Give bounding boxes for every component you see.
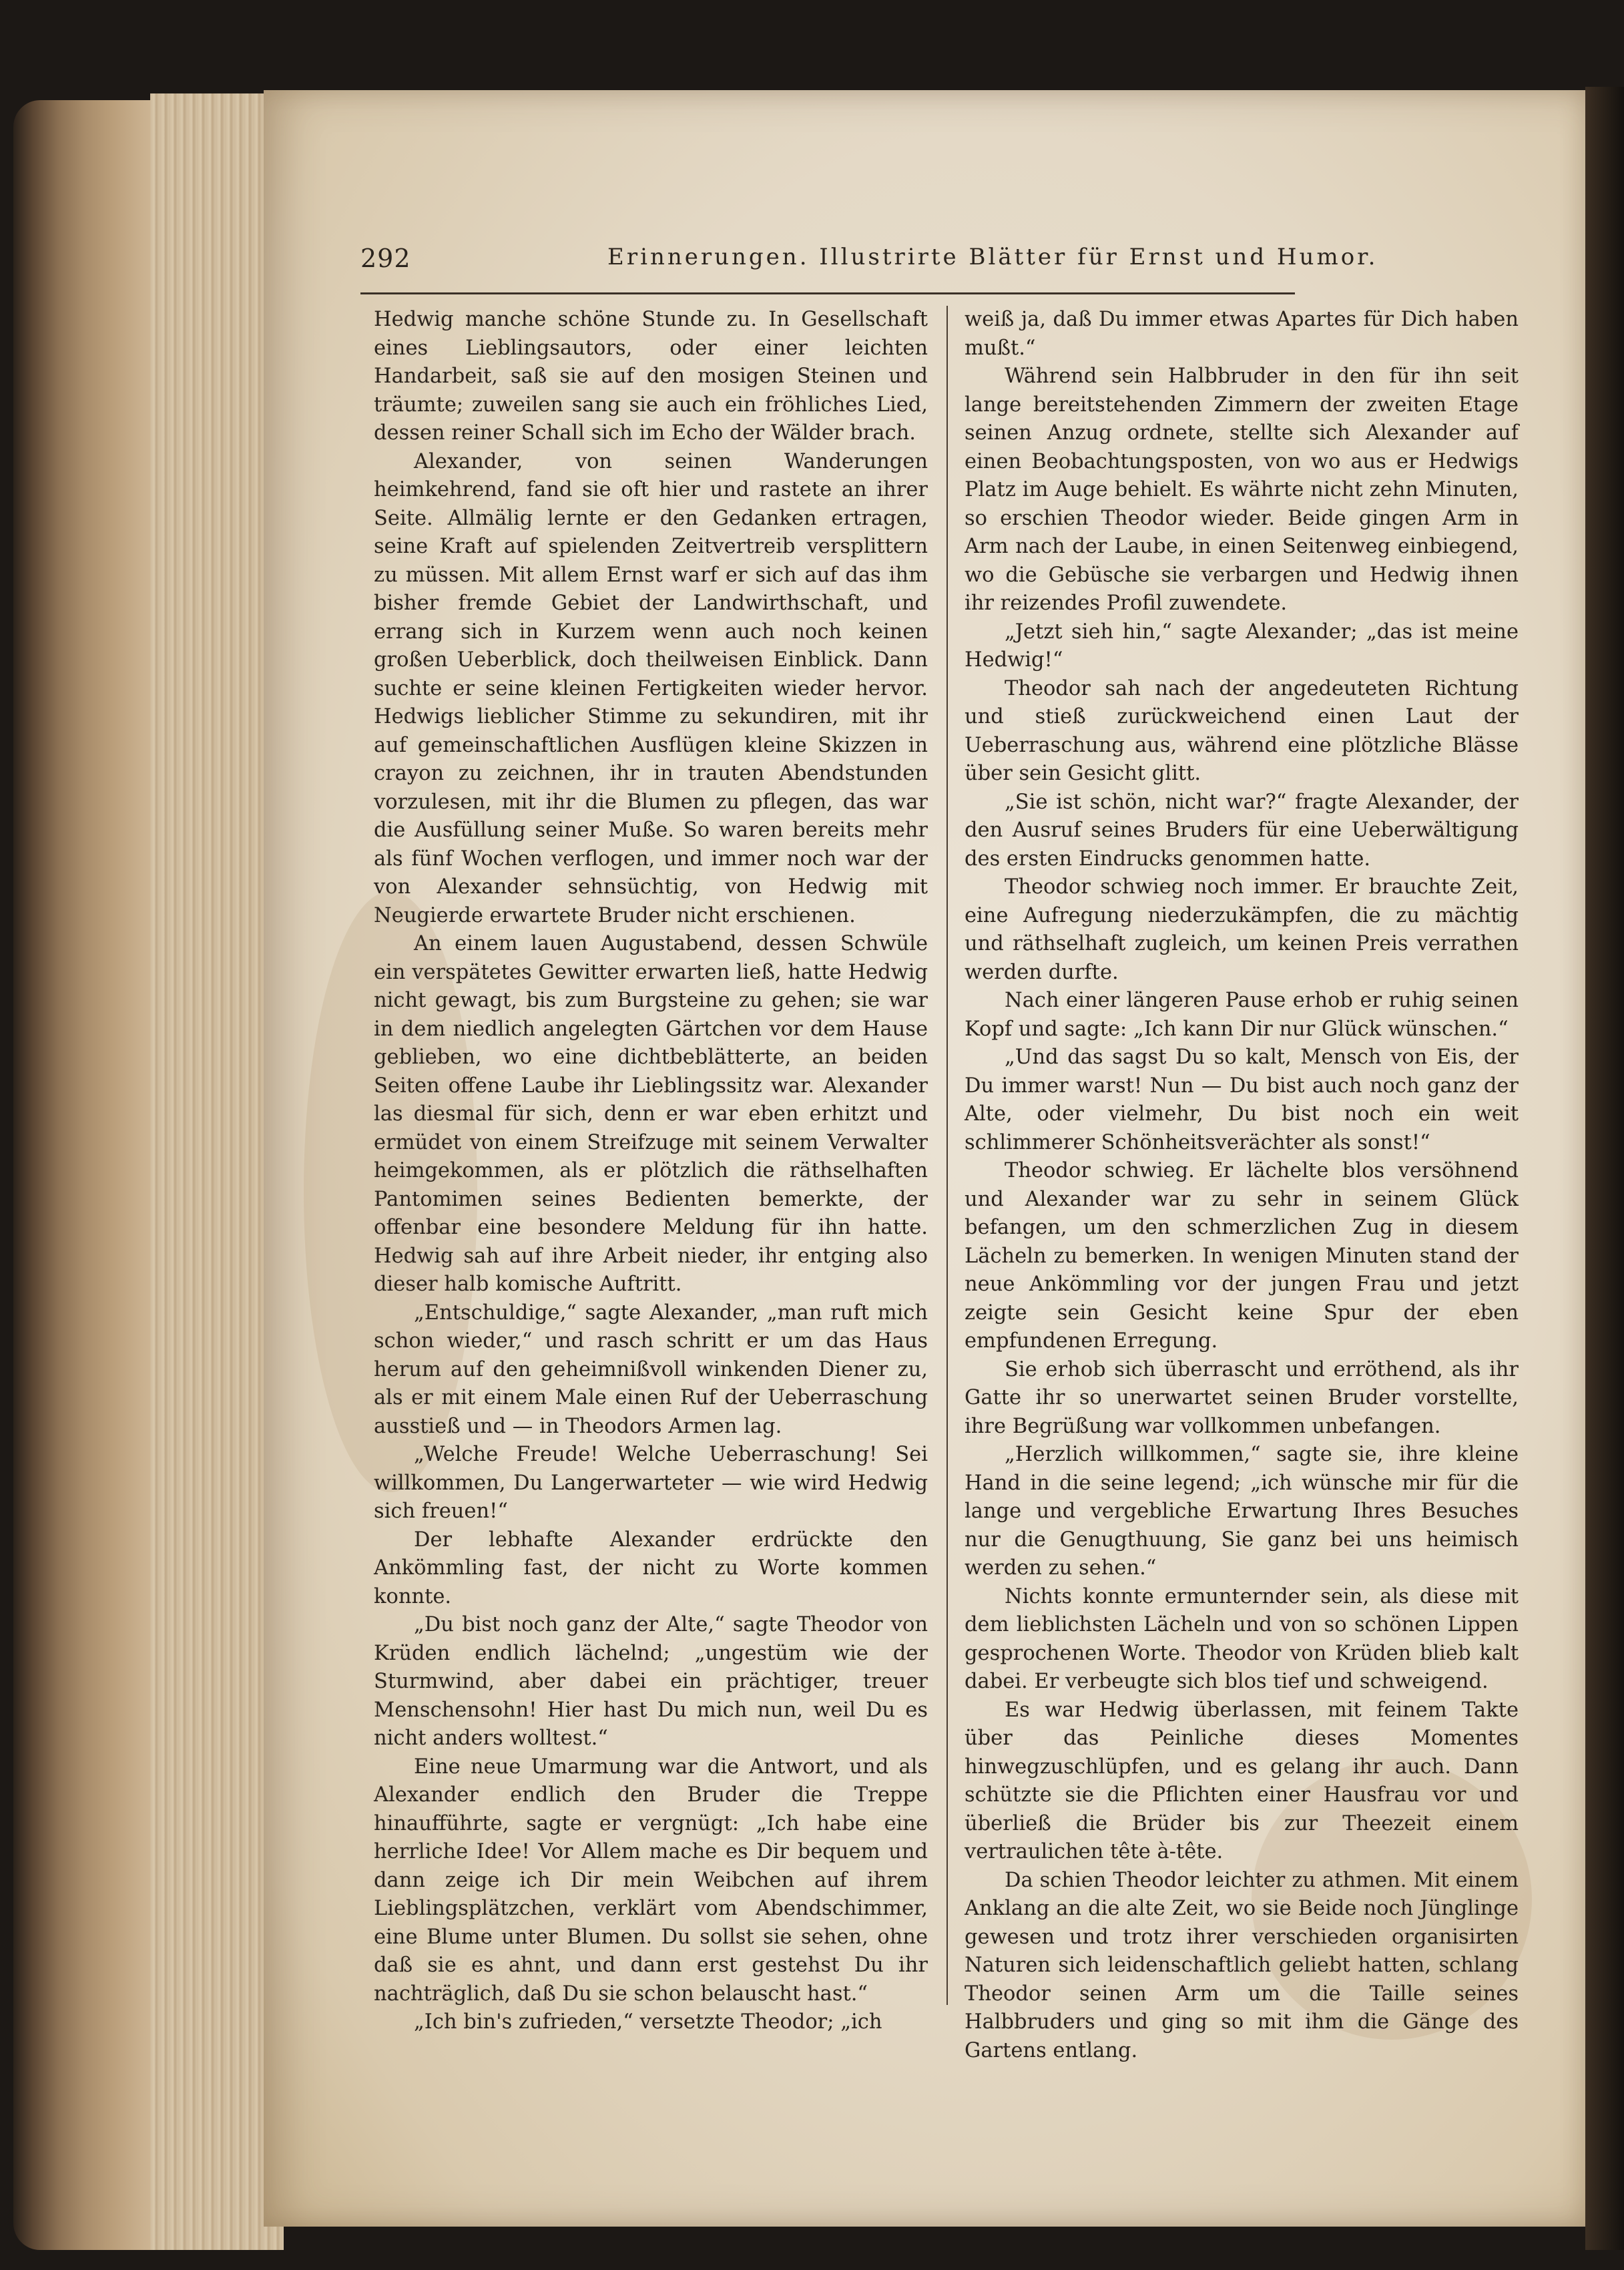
paragraph: Hedwig manche schöne Stunde zu. In Gesellschaft eines Lieblingsautors, oder einer leichten Handarbeit, saß sie auf den mosigen Steinen und träumte; zuweilen sang sie auch ein fröhliches Lied, dessen reiner Schall sich im Echo der Wälder brach. — [374, 308, 928, 445]
paragraph: „Und das sagst Du so kalt, Mensch von Eis, der Du immer warst! Nun — Du bist auch noch ganz der Alte, oder vielmehr, Du bist noch ein weit schlimmerer Schönheitsverächter als sonst!“ — [965, 1046, 1519, 1154]
header-rule — [360, 292, 1295, 294]
paragraph: Es war Hedwig überlassen, mit feinem Takte über das Peinliche dieses Momentes hinwegzuschlüpfen, und es gelang ihr auch. Dann schützte sie die Pflichten einer Hausfrau vor und überließ die Brüder bis zur Theezeit einem vertraulichen tête à-tête. — [965, 1698, 1519, 1863]
paragraph: Eine neue Umarmung war die Antwort, und als Alexander endlich den Bruder die Treppe hinaufführte, sagte er vergnügt: „Ich habe eine herrliche Idee! Vor Allem mache es Dir bequem und dann zeige ich Dir mein Weibchen auf ihrem Lieblingsplätzchen, verklärt vom Abendschimmer, eine Blume unter Blumen. Du sollst sie sehen, ohne daß sie es ahnt, und dann erst gestehst Du ihr nachträglich, daß Du sie schon belauscht hast.“ — [374, 1755, 928, 2006]
paragraph: Der lebhafte Alexander erdrückte den Ankömmling fast, der nicht zu Worte kommen konnte. — [374, 1528, 928, 1608]
paragraph: Sie erhob sich überrascht und erröthend, als ihr Gatte ihr so unerwartet seinen Bruder vorstellte, ihre Begrüßung war vollkommen unbefangen. — [965, 1357, 1519, 1438]
column-rule — [946, 306, 948, 2005]
paragraph: Theodor sah nach der angedeuteten Richtung und stieß zurückweichend einen Laut der Ueberraschung aus, während eine plötzliche Blässe über sein Gesicht glitt. — [965, 676, 1519, 785]
paragraph: Während sein Halbbruder in den für ihn seit lange bereitstehenden Zimmern der zweiten Etage seinen Anzug ordnete, stellte sich Alexander auf einen Beobachtungsposten, von wo aus er Hedwigs Platz im Auge behielt. Es währte nicht zehn Minuten, so erschien Theodor wieder. Beide gingen Arm in Arm nach der Laube, in einen Seitenweg einbiegend, wo die Gebüsche sie verbargen und Hedwig ihnen ihr reizendes Profil zuwendete. — [965, 365, 1519, 615]
paragraph: „Du bist noch ganz der Alte,“ sagte Theodor von Krüden endlich lächelnd; „ungestüm wie der Sturmwind, aber dabei ein prächtiger, treuer Menschensohn! Hier hast Du mich nun, weil Du es nicht anders wolltest.“ — [374, 1613, 928, 1750]
running-title: Erinnerungen. Illustrirte Blätter für Ernst und Humor. — [607, 244, 1378, 270]
paragraph: Alexander, von seinen Wanderungen heimkehrend, fand sie oft hier und rastete an ihrer Seite. Allmälig lernte er den Gedanken ertragen, seine Kraft auf spielenden Zeitvertreib versplittern zu müssen. Mit allem Ernst warf er sich auf das ihm bisher fremde Gebiet der Landwirthschaft, und errang sich in Kurzem wenn auch noch keinen großen Ueberblick, doch theilweisen Einblick. Dann suchte er seine kleinen Fertigkeiten wieder hervor. Hedwigs lieblicher Stimme zu sekundiren, mit ihr auf gemeinschaftlichen Ausflügen kleine Skizzen in crayon zu zeichnen, ihr in trauten Abendstunden vorzulesen, mit ihr die Blumen zu pflegen, das war die Ausfüllung seiner Muße. So waren bereits mehr als fünf Wochen verflogen, und immer noch war der von Alexander sehnsüchtig, von Hedwig mit Neugierde erwartete Bruder nicht erschienen. — [374, 449, 928, 927]
paragraph: „Entschuldige,“ sagte Alexander, „man ruft mich schon wieder,“ und rasch schritt er um das Haus herum auf den geheimnißvoll winkenden Diener zu, als er mit einem Male einen Ruf der Ueberraschung ausstieß und — in Theodors Armen lag. — [374, 1301, 928, 1438]
paragraph: „Herzlich willkommen,“ sagte sie, ihre kleine Hand in die seine legend; „ich wünsche mir für die lange und vergebliche Erwartung Ihres Besuches nur die Genugthuung, Sie ganz bei uns heimisch werden zu sehen.“ — [965, 1443, 1519, 1580]
book-edge — [13, 100, 174, 2250]
paragraph: „Ich bin's zufrieden,“ versetzte Theodor; „ich — [414, 2010, 882, 2034]
paragraph: „Welche Freude! Welche Ueberraschung! Sei willkommen, Du Langerwarteter — wie wird Hedwig sich freuen!“ — [374, 1443, 928, 1523]
paragraph: Theodor schwieg noch immer. Er brauchte Zeit, eine Aufregung niederzukämpfen, die zu mächtig und räthselhaft zugleich, um keinen Preis verrathen werden durfte. — [965, 875, 1519, 984]
paragraph: Nach einer längeren Pause erhob er ruhig seinen Kopf und sagte: „Ich kann Dir nur Glück wünschen.“ — [965, 989, 1519, 1041]
paragraph: An einem lauen Augustabend, dessen Schwüle ein verspätetes Gewitter erwarten ließ, hatte Hedwig nicht gewagt, bis zum Burgsteine zu gehen; sie war in dem niedlich angelegten Gärtchen vor dem Hause geblieben, wo eine dichtbeblätterte, an beiden Seiten offene Laube ihr Lieblingssitz war. Alexander las diesmal für sich, denn er war eben erhitzt und ermüdet von einem Streifzuge mit seinem Verwalter heimgekommen, als er plötzlich die räthselhaften Pantomimen seines Bedienten bemerkte, der offenbar eine besondere Meldung für ihn hatte. Hedwig sah auf ihre Arbeit nieder, ihr entging also dieser halb komische Auftritt. — [374, 932, 928, 1296]
left-column — [374, 306, 928, 2037]
page-shadow — [1585, 87, 1624, 2250]
paragraph: Theodor schwieg. Er lächelte blos versöhnend und Alexander war zu sehr in seinem Glück befangen, um den schmerzlichen Zug in diesem Lächeln zu bemerken. In wenigen Minuten stand der neue Ankömmling vor der jungen Frau und jetzt zeigte sein Gesicht keine Spur der eben empfundenen Erregung. — [965, 1159, 1519, 1353]
page-header — [360, 244, 1378, 284]
page-number: 292 — [360, 244, 411, 273]
paragraph: weiß ja, daß Du immer etwas Apartes für Dich haben mußt.“ — [965, 308, 1519, 360]
paragraph: Da schien Theodor leichter zu athmen. Mit einem Anklang an die alte Zeit, wo sie Beide noch Jünglinge gewesen und trotz ihrer verschieden organisirten Naturen sich leidenschaftlich geliebt hatten, schlang Theodor seinen Arm um die Taille seines Halbbruders und ging so mit ihm die Gänge des Gartens entlang. — [965, 1868, 1519, 2062]
paragraph: Nichts konnte ermunternder sein, als diese mit dem lieblichsten Lächeln und von so schönen Lippen gesprochenen Worte. Theodor von Krüden blieb kalt dabei. Er verbeugte sich blos tief und schweigend. — [965, 1584, 1519, 1693]
right-column — [965, 306, 1519, 2065]
paragraph: „Jetzt sieh hin,“ sagte Alexander; „das ist meine Hedwig!“ — [965, 620, 1519, 672]
paragraph: „Sie ist schön, nicht war?“ fragte Alexander, der den Ausruf seines Bruders für eine Ueberwältigung des ersten Eindrucks genommen hatte. — [965, 790, 1519, 871]
